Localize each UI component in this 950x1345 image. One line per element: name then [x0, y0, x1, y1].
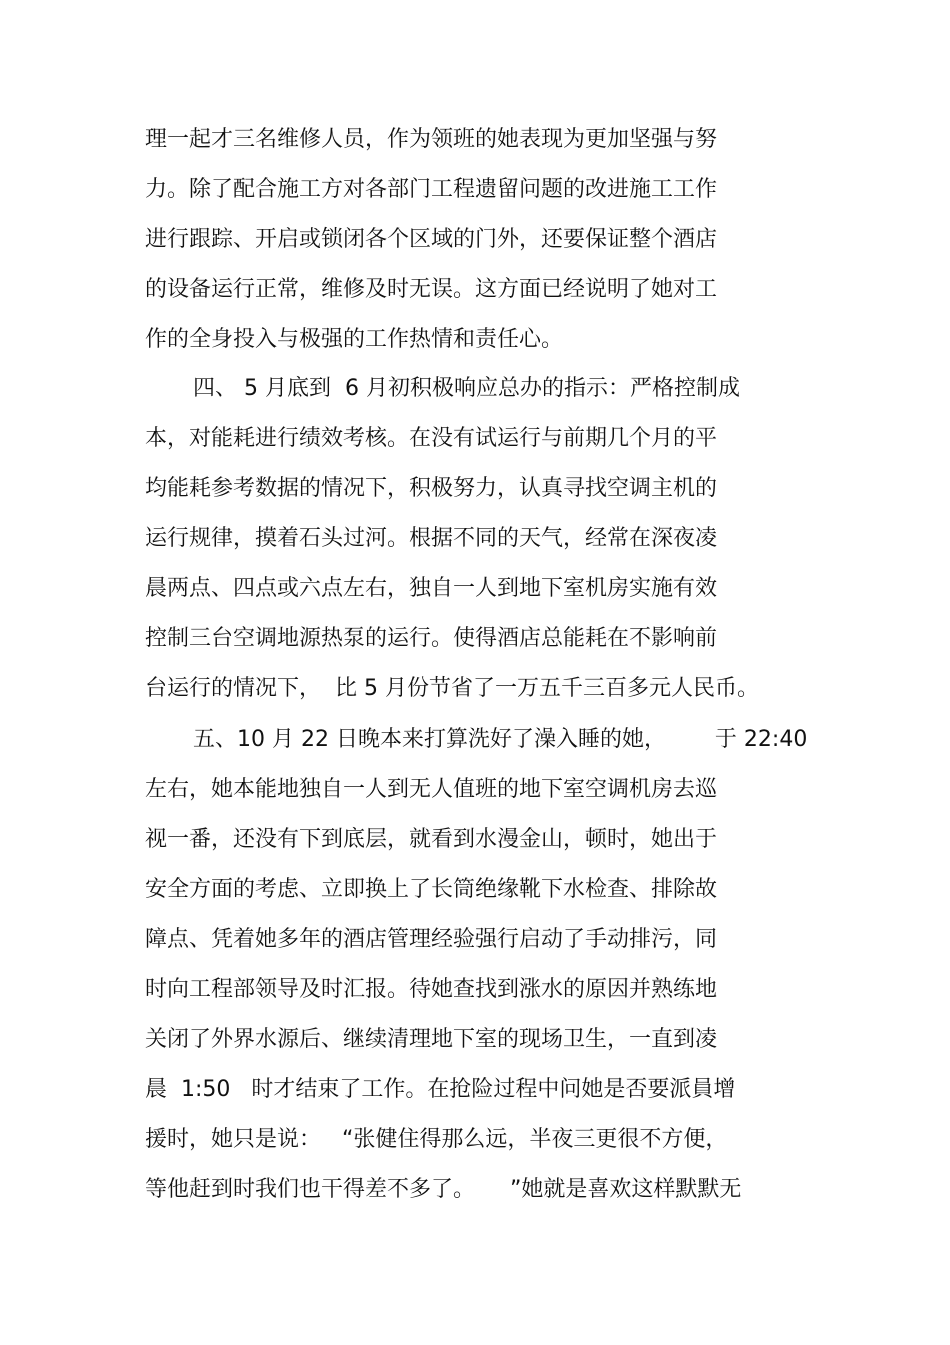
paragraph-five-start: 五、10 月 22 日晚本来打算洗好了澡入睡的她， 于 22:40: [193, 727, 808, 752]
text-line: 运行规律，摸着石头过河。根据不同的天气，经常在深夜凌: [145, 526, 718, 551]
text-line: 本，对能耗进行绩效考核。在没有试运行与前期几个月的平: [145, 426, 718, 451]
text-line: 控制三台空调地源热泵的运行。使得酒店总能耗在不影响前: [145, 626, 718, 651]
text-line: 等他赶到时我们也干得差不多了。 ”她就是喜欢这样默默无: [145, 1177, 742, 1202]
text-line: 台运行的情况下， 比 5 月份节省了一万五千三百多元人民币。: [145, 676, 759, 701]
text-line: 援时，她只是说： “张健住得那么远，半夜三更很不方便，: [145, 1127, 728, 1152]
text-line: 力。除了配合施工方对各部门工程遗留问题的改进施工工作: [145, 177, 718, 202]
text-line: 关闭了外界水源后、继续清理地下室的现场卫生，一直到凌: [145, 1027, 718, 1052]
paragraph-four-start: 四、 5 月底到 6 月初积极响应总办的指示：严格控制成: [193, 376, 740, 401]
text-line: 作的全身投入与极强的工作热情和责任心。: [145, 327, 564, 352]
text-line: 视一番，还没有下到底层，就看到水漫金山，顿时，她出于: [145, 827, 718, 852]
text-line: 晨 1:50 时才结束了工作。在抢险过程中问她是否要派員增: [145, 1077, 736, 1102]
text-line: 障点、凭着她多年的酒店管理经验强行启动了手动排污，同: [145, 927, 718, 952]
text-line: 晨两点、四点或六点左右，独自一人到地下室机房实施有效: [145, 576, 718, 601]
text-line: 时向工程部领导及时汇报。待她查找到涨水的原因并熟练地: [145, 977, 718, 1002]
text-line: 的设备运行正常，维修及时无误。这方面已经说明了她对工: [145, 277, 718, 302]
text-line: 左右，她本能地独自一人到无人值班的地下室空调机房去巡: [145, 777, 718, 802]
text-line: 进行跟踪、开启或锁闭各个区域的门外，还要保证整个酒店: [145, 227, 718, 252]
text-line: 安全方面的考虑、立即换上了长筒绝缘靴下水检查、排除故: [145, 877, 718, 902]
text-line: 理一起才三名维修人员，作为领班的她表现为更加坚强与努: [145, 127, 718, 152]
text-line: 均能耗参考数据的情况下，积极努力，认真寻找空调主机的: [145, 476, 718, 501]
